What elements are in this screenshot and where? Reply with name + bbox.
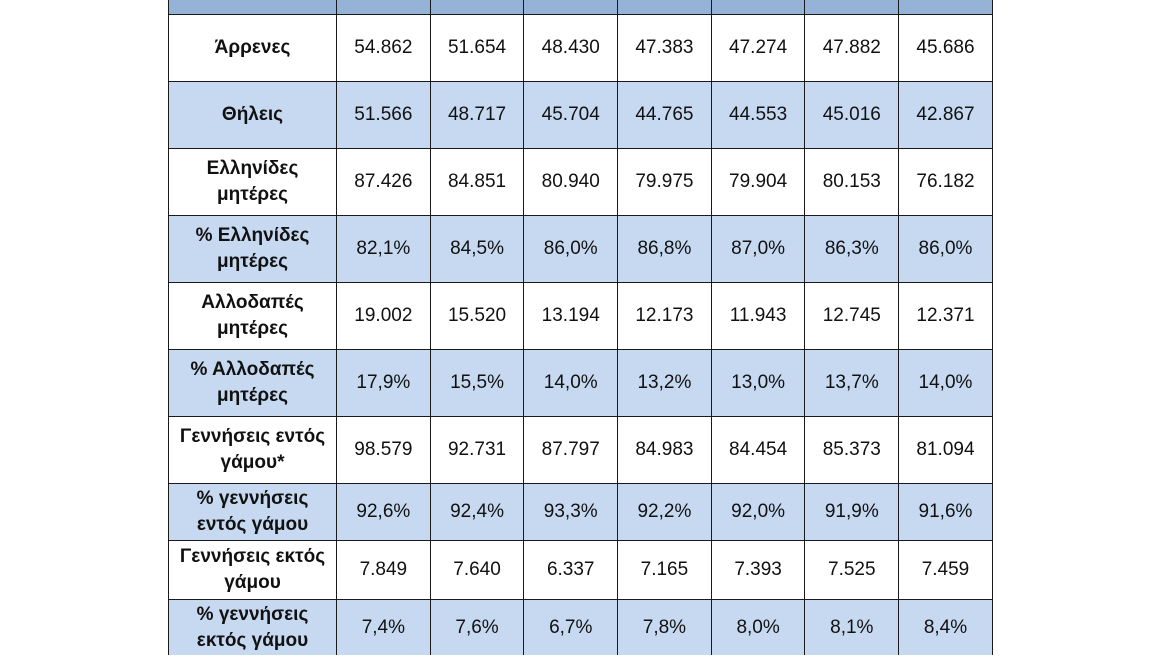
table-cell: 7,4% [337, 600, 431, 656]
table-cell: 91,6% [899, 484, 993, 541]
table-cell: 92,0% [711, 484, 805, 541]
table-cell: 7.459 [899, 541, 993, 600]
row-label: % γεννήσεις εκτός γάμου [169, 600, 337, 656]
table-cell: 7.849 [337, 541, 431, 600]
table-cell: 86,3% [805, 216, 899, 283]
table-cell: 86,0% [524, 216, 618, 283]
table-cell: 47.383 [618, 15, 712, 82]
table-cell: 93,3% [524, 484, 618, 541]
header-cell [524, 0, 618, 15]
table-cell: 45.016 [805, 82, 899, 149]
table-cell: 92,6% [337, 484, 431, 541]
table-cell: 14,0% [524, 350, 618, 417]
row-label: Γεννήσεις εντός γάμου* [169, 417, 337, 484]
table-cell: 51.566 [337, 82, 431, 149]
table-cell: 45.686 [899, 15, 993, 82]
table-cell: 76.182 [899, 149, 993, 216]
table-cell: 12.371 [899, 283, 993, 350]
header-cell [337, 0, 431, 15]
table-cell: 87.426 [337, 149, 431, 216]
table-cell: 19.002 [337, 283, 431, 350]
row-label: % γεννήσεις εντός γάμου [169, 484, 337, 541]
table-row [169, 600, 993, 656]
table-cell: 98.579 [337, 417, 431, 484]
table-cell: 48.717 [430, 82, 524, 149]
table-cell: 13,2% [618, 350, 712, 417]
table-cell: 48.430 [524, 15, 618, 82]
table-row [169, 350, 993, 417]
header-cell [430, 0, 524, 15]
table-cell: 7.525 [805, 541, 899, 600]
table-cell: 45.704 [524, 82, 618, 149]
table-cell: 11.943 [711, 283, 805, 350]
table-row [169, 417, 993, 484]
header-cell [169, 0, 337, 15]
table-cell: 92,2% [618, 484, 712, 541]
row-label: % Αλλοδαπές μητέρες [169, 350, 337, 417]
births-table [168, 0, 993, 655]
table-cell: 6,7% [524, 600, 618, 656]
table-cell: 91,9% [805, 484, 899, 541]
table-cell: 47.274 [711, 15, 805, 82]
row-label: Ελληνίδες μητέρες [169, 149, 337, 216]
table-cell: 82,1% [337, 216, 431, 283]
table-cell: 8,1% [805, 600, 899, 656]
table-row [169, 15, 993, 82]
table-cell: 81.094 [899, 417, 993, 484]
row-label: Γεννήσεις εκτός γάμου [169, 541, 337, 600]
table-cell: 51.654 [430, 15, 524, 82]
table-cell: 7.393 [711, 541, 805, 600]
table-cell: 86,0% [899, 216, 993, 283]
table-cell: 15,5% [430, 350, 524, 417]
table-cell: 79.904 [711, 149, 805, 216]
table-row [169, 149, 993, 216]
row-label: Αλλοδαπές μητέρες [169, 283, 337, 350]
table-cell: 13.194 [524, 283, 618, 350]
table-row [169, 82, 993, 149]
table-cell: 15.520 [430, 283, 524, 350]
table-cell: 87,0% [711, 216, 805, 283]
table-cell: 7,8% [618, 600, 712, 656]
table-cell: 14,0% [899, 350, 993, 417]
table-cell: 13,7% [805, 350, 899, 417]
row-label: Άρρενες [169, 15, 337, 82]
row-label: % Ελληνίδες μητέρες [169, 216, 337, 283]
header-cell [618, 0, 712, 15]
table-cell: 84.454 [711, 417, 805, 484]
table-row [169, 283, 993, 350]
header-cell [899, 0, 993, 15]
table-cell: 44.765 [618, 82, 712, 149]
table-cell: 12.745 [805, 283, 899, 350]
table-cell: 47.882 [805, 15, 899, 82]
table-cell: 84.851 [430, 149, 524, 216]
births-table-container [168, 0, 992, 655]
table-cell: 79.975 [618, 149, 712, 216]
table-body [169, 0, 993, 655]
table-cell: 7.165 [618, 541, 712, 600]
table-cell: 8,0% [711, 600, 805, 656]
table-cell: 84.983 [618, 417, 712, 484]
table-cell: 7,6% [430, 600, 524, 656]
table-cell: 87.797 [524, 417, 618, 484]
table-cell: 12.173 [618, 283, 712, 350]
table-cell: 44.553 [711, 82, 805, 149]
table-cell: 42.867 [899, 82, 993, 149]
table-cell: 17,9% [337, 350, 431, 417]
table-cell: 54.862 [337, 15, 431, 82]
header-cell [711, 0, 805, 15]
table-cell: 92,4% [430, 484, 524, 541]
table-cell: 85.373 [805, 417, 899, 484]
table-cell: 13,0% [711, 350, 805, 417]
table-cell: 92.731 [430, 417, 524, 484]
row-label: Θήλεις [169, 82, 337, 149]
table-row [169, 216, 993, 283]
table-cell: 86,8% [618, 216, 712, 283]
table-cell: 80.153 [805, 149, 899, 216]
table-header-row [169, 0, 993, 15]
table-cell: 6.337 [524, 541, 618, 600]
table-row [169, 541, 993, 600]
table-cell: 80.940 [524, 149, 618, 216]
table-cell: 8,4% [899, 600, 993, 656]
table-row [169, 484, 993, 541]
table-cell: 84,5% [430, 216, 524, 283]
header-cell [805, 0, 899, 15]
table-cell: 7.640 [430, 541, 524, 600]
